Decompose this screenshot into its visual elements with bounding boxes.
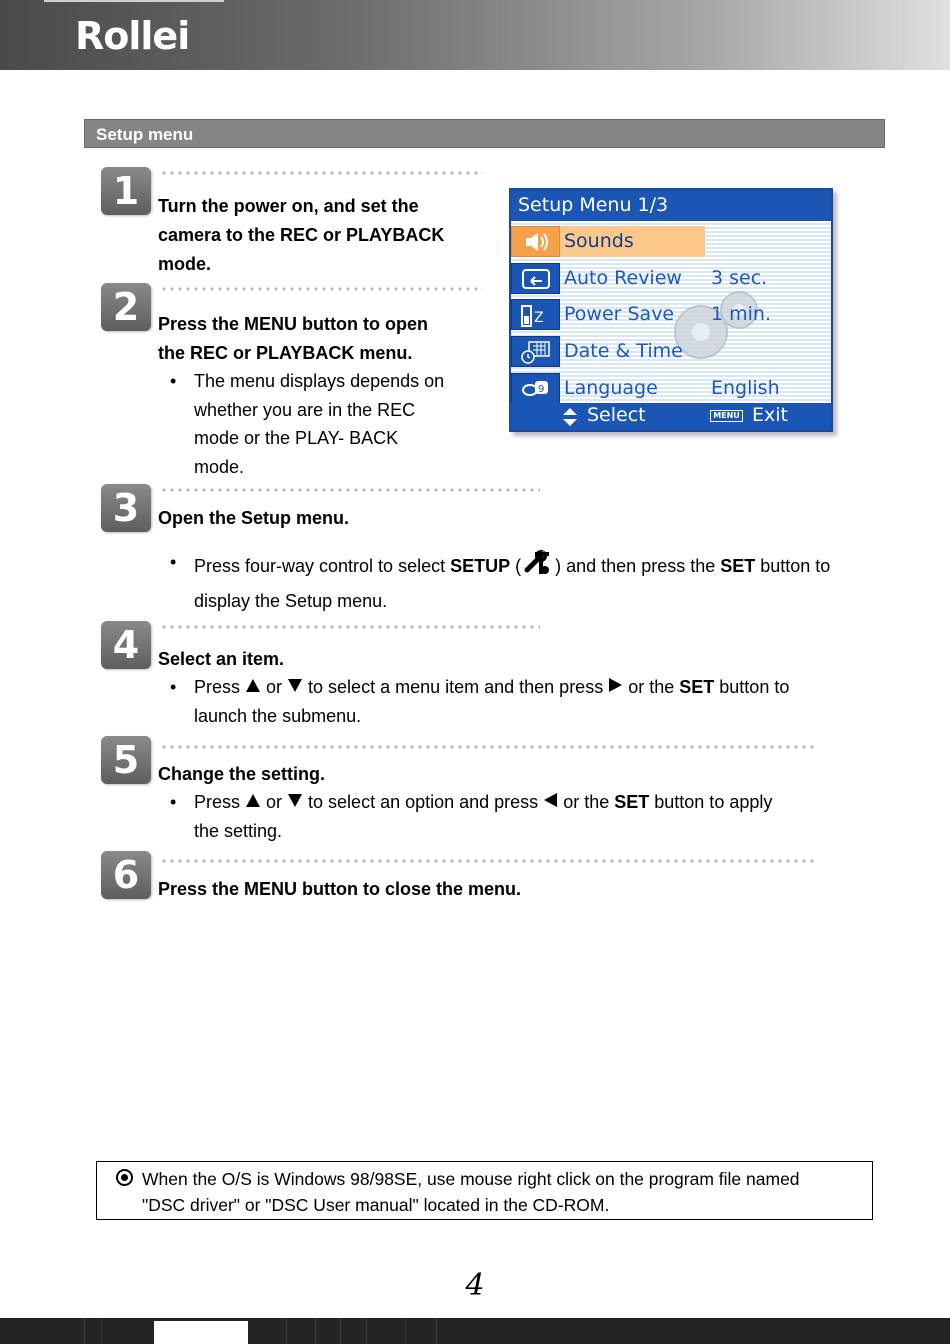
- setup-wrench-icon: [521, 548, 555, 578]
- text: (: [510, 556, 522, 576]
- bullet: •: [170, 371, 177, 391]
- step-4-badge: 4: [101, 621, 151, 669]
- step-2-title-line: the REC or PLAYBACK menu.: [158, 343, 413, 363]
- step-4-bullet-line: [194, 673, 789, 702]
- calendar-clock-icon: [511, 336, 560, 367]
- svg-text:9: 9: [538, 384, 545, 395]
- footer-divider: [366, 1318, 367, 1344]
- text: ) and then press the: [555, 556, 721, 576]
- speech-icon: [511, 373, 560, 404]
- text: Press: [194, 677, 241, 697]
- section-title: Setup menu: [96, 125, 194, 144]
- lcd-row-power-save: [511, 298, 831, 331]
- brand-logo: Rollei: [75, 14, 190, 58]
- up-arrow-icon: [246, 794, 260, 807]
- step-1-badge: 1: [101, 167, 151, 215]
- bullet: •: [170, 792, 177, 812]
- text: to select a menu item and then press: [308, 677, 604, 697]
- lcd-footer-select: Select: [587, 404, 646, 426]
- lcd-row-value: 1 min.: [711, 303, 771, 325]
- up-arrow-icon: [246, 679, 260, 692]
- speaker-icon: [511, 226, 560, 257]
- lcd-row-language: [511, 372, 831, 405]
- lcd-footer-exit: Exit: [752, 404, 788, 426]
- setup-keyword: SETUP: [450, 556, 511, 576]
- dotted-divider: [160, 859, 818, 863]
- page-number: 4: [465, 1268, 485, 1303]
- left-arrow-icon: [544, 793, 557, 807]
- lcd-row-label: Language: [564, 377, 658, 399]
- step-5-bullet-line: [194, 788, 772, 817]
- step-5-badge: 5: [101, 736, 151, 784]
- note-box: [96, 1161, 873, 1220]
- text: Press: [194, 792, 241, 812]
- text: or the: [628, 677, 675, 697]
- return-arrow-icon: [511, 263, 560, 294]
- set-keyword: SET: [720, 556, 756, 576]
- footer-divider: [340, 1318, 341, 1344]
- lcd-row-sounds: [511, 225, 831, 258]
- footer-divider: [101, 1318, 102, 1344]
- step-5-title: Change the setting.: [158, 764, 326, 784]
- dotted-divider: [160, 488, 540, 492]
- footer-divider: [315, 1318, 316, 1344]
- text: or: [266, 792, 283, 812]
- lcd-row-value: 3 sec.: [711, 267, 768, 289]
- footer-divider: [436, 1318, 437, 1344]
- lcd-footer: [511, 403, 831, 430]
- step-3-badge: 3: [101, 484, 151, 532]
- step-2-bullet-line: The menu displays depends on: [194, 371, 445, 391]
- lcd-row-label: Sounds: [564, 230, 634, 252]
- lcd-row-date-time: [511, 335, 831, 368]
- menu-badge-icon: MENU: [710, 410, 743, 422]
- dotted-divider: [160, 625, 540, 629]
- step-2-bullet-line: mode.: [194, 457, 245, 477]
- lcd-row-label: Auto Review: [564, 267, 682, 289]
- lcd-row-value: English: [711, 377, 780, 399]
- footer-white-block: [154, 1321, 248, 1344]
- note-line: When the O/S is Windows 98/98SE, use mouse right click on the program file named: [142, 1169, 800, 1189]
- page-footer: [0, 1318, 950, 1344]
- step-4-bullet-line: launch the submenu.: [194, 706, 362, 726]
- set-keyword: SET: [614, 792, 650, 812]
- lcd-row-auto-review: [511, 262, 831, 295]
- bullet: •: [170, 552, 177, 572]
- step-2-badge: 2: [101, 283, 151, 331]
- battery-sleep-icon: [511, 299, 560, 330]
- footer-divider: [405, 1318, 406, 1344]
- set-keyword: SET: [679, 677, 715, 697]
- right-arrow-icon: [609, 678, 622, 692]
- step-3-bullet-line: [194, 548, 830, 581]
- section-title-bar: [84, 119, 885, 148]
- step-6-title: Press the MENU button to close the menu.: [158, 879, 522, 899]
- footer-divider: [84, 1318, 85, 1344]
- note-bullet-icon: [116, 1169, 133, 1186]
- step-6-badge: 6: [101, 851, 151, 899]
- step-1-title-line: camera to the REC or PLAYBACK: [158, 225, 445, 245]
- text: button to apply: [654, 792, 773, 812]
- step-3-bullet-line: display the Setup menu.: [194, 591, 388, 611]
- step-1-title-line: mode.: [158, 254, 212, 274]
- step-2-bullet-line: whether you are in the REC: [194, 400, 416, 420]
- bullet: •: [170, 677, 177, 697]
- text: or the: [563, 792, 610, 812]
- text: button to: [755, 556, 831, 576]
- down-arrow-icon: [288, 679, 302, 692]
- header-accent-line: [44, 0, 224, 2]
- up-down-arrows-icon: [561, 407, 579, 427]
- down-arrow-icon: [288, 794, 302, 807]
- step-4-title: Select an item.: [158, 649, 285, 669]
- lcd-row-label: Power Save: [564, 303, 675, 325]
- footer-divider: [286, 1318, 287, 1344]
- text: or: [266, 677, 283, 697]
- step-2-title-line: Press the MENU button to open: [158, 314, 428, 334]
- note-text: [142, 1166, 867, 1218]
- step-1-title-line: Turn the power on, and set the: [158, 196, 419, 216]
- step-2-bullet-line: mode or the PLAY- BACK: [194, 428, 399, 448]
- lcd-title: Setup Menu 1/3: [511, 190, 831, 221]
- svg-text:Z: Z: [534, 310, 544, 326]
- step-5-bullet-line: the setting.: [194, 821, 283, 841]
- dotted-divider: [160, 171, 483, 175]
- text: button to: [719, 677, 790, 697]
- text: Press four-way control to select: [194, 556, 451, 576]
- dotted-divider: [160, 287, 483, 291]
- step-3-title: Open the Setup menu.: [158, 508, 350, 528]
- text: to select an option and press: [308, 792, 539, 812]
- note-line: "DSC driver" or "DSC User manual" located in the CD-ROM.: [142, 1195, 610, 1215]
- lcd-row-label: Date & Time: [564, 340, 683, 362]
- dotted-divider: [160, 745, 818, 749]
- camera-setup-menu-screen: [509, 188, 833, 432]
